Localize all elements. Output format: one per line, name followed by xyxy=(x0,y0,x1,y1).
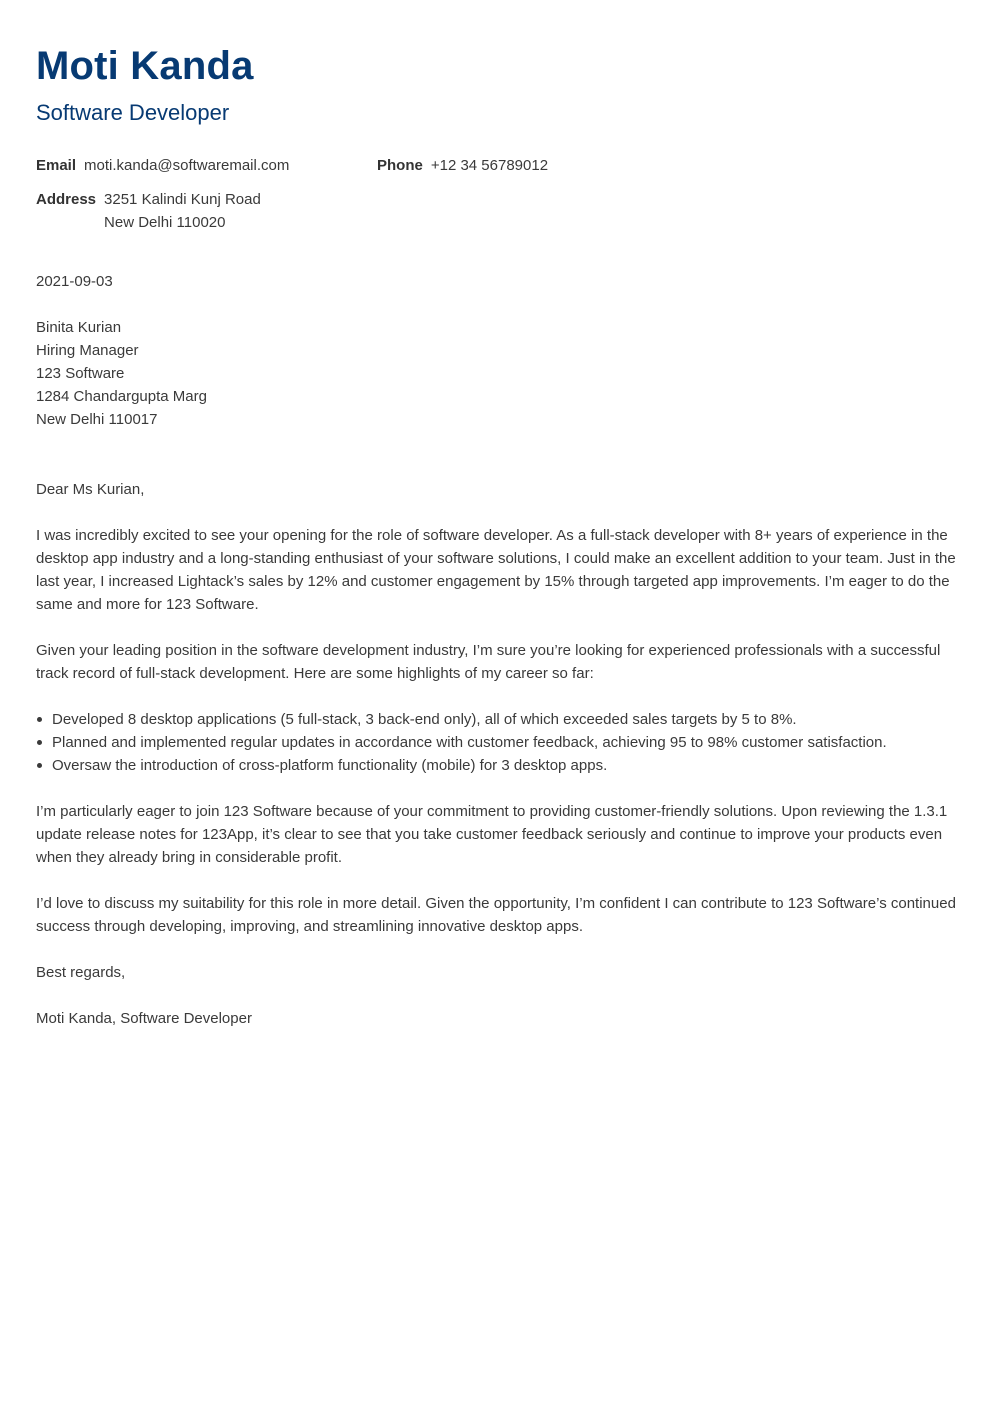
applicant-title: Software Developer xyxy=(36,100,230,125)
contact-phone xyxy=(377,154,548,177)
body-paragraph-2: Given your leading position in the software development industry, I’m sure you’re looking for experienced professionals with a successful track record of full-stack development. Here are some highlights of my career so far: xyxy=(36,642,941,682)
body-paragraph-1: I was incredibly excited to see your opening for the role of software developer. As a full-stack developer with 8+ years of experience in the desktop app industry and a long-standing enthusiast of your software solutions, I could make an excellent addition to your team. Just in the last year, I increased Lightack’s sales by 12% and customer engagement by 15% through targeted app improvements. I’m eager to do the same and more for 123 Software. xyxy=(36,527,956,613)
address-line-2: New Delhi 110020 xyxy=(104,214,226,231)
recipient-block xyxy=(36,316,956,431)
address-line-1: 3251 Kalindi Kunj Road xyxy=(104,191,261,208)
contact-address xyxy=(36,188,261,234)
recipient-position: Hiring Manager xyxy=(36,342,139,359)
address-value xyxy=(104,188,261,234)
applicant-name: Moti Kanda xyxy=(36,44,254,88)
recipient-city: New Delhi 110017 xyxy=(36,411,158,428)
salutation: Dear Ms Kurian, xyxy=(36,481,145,498)
recipient-company: 123 Software xyxy=(36,365,125,382)
highlight-item: Oversaw the introduction of cross-platform functionality (mobile) for 3 desktop apps. xyxy=(36,754,956,777)
letter-date: 2021-09-03 xyxy=(36,273,113,290)
email-label: Email xyxy=(36,157,77,174)
phone-label: Phone xyxy=(377,157,423,174)
closing: Best regards, xyxy=(36,964,126,981)
highlight-item: Developed 8 desktop applications (5 full-stack, 3 back-end only), all of which exceeded sales targets by 5 to 8%. xyxy=(36,708,956,731)
contact-email xyxy=(36,154,289,177)
address-label: Address xyxy=(36,191,97,208)
body-paragraph-4: I’d love to discuss my suitability for this role in more detail. Given the opportunity, I’m confident I can contribute to 123 Software’s continued success through developing, improving, and streamlining innovative desktop apps. xyxy=(36,895,956,935)
email-value: moti.kanda@softwaremail.com xyxy=(84,157,290,174)
signature: Moti Kanda, Software Developer xyxy=(36,1010,252,1027)
body-paragraph-3: I’m particularly eager to join 123 Software because of your commitment to providing customer-friendly solutions. Upon reviewing the 1.3.1 update release notes for 123App, it’s clear to see that you take customer feedback seriously and continue to improve your products even when they already bring in considerable profit. xyxy=(36,803,948,866)
highlight-item: Planned and implemented regular updates in accordance with customer feedback, achieving 95 to 98% customer satisfaction. xyxy=(36,731,956,754)
highlights-list xyxy=(36,708,956,777)
recipient-name: Binita Kurian xyxy=(36,319,122,336)
phone-value: +12 34 56789012 xyxy=(430,157,549,174)
recipient-street: 1284 Chandargupta Marg xyxy=(36,388,207,405)
